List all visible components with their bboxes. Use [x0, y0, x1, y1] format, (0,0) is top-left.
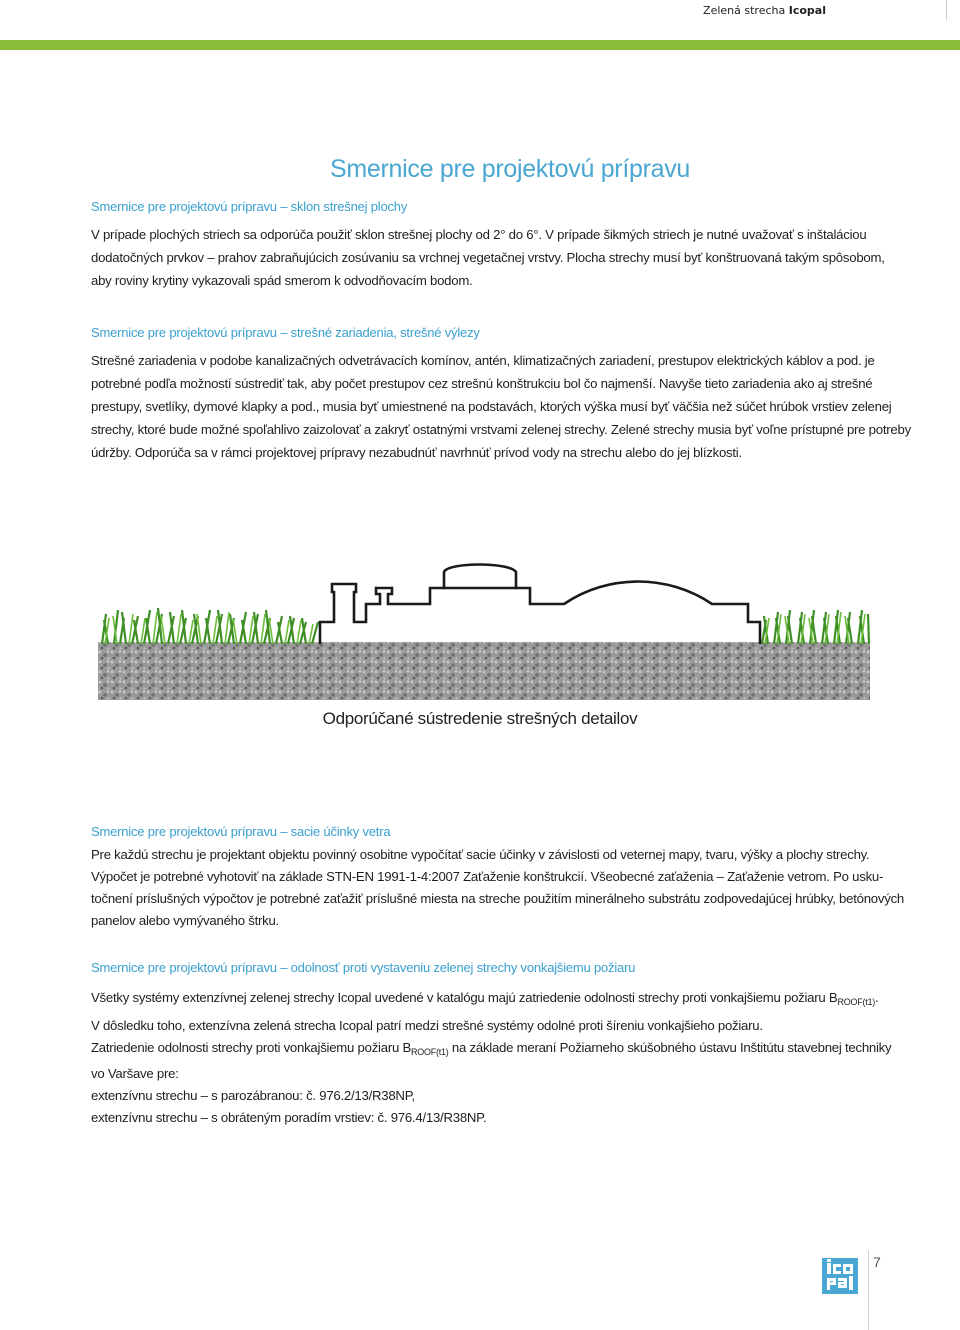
illustration-caption: Odporúčané sústredenie strešných detailov [322, 709, 638, 728]
subscript: ROOF(t1) [837, 997, 875, 1007]
text-line: strechy, ktoré bude možné spoľahlivo zaizolovať a zakryť ostatnými vrstvami zelenej strechy. Zelené strechy musia byť voľne prístupné pre potreby [91, 422, 911, 437]
green-band [0, 40, 960, 50]
running-header [536, 0, 836, 20]
section-heading-roof-equipment: Smernice pre projektovú prípravu – strešné zariadenia, strešné výlezy [91, 325, 480, 340]
subscript: ROOF(t1) [411, 1047, 449, 1057]
text-line: prestupy, svetlíky, dymové klapky a pod., musia byť umiestnené na podstavách, ktorých výška musí byť väčšia než súčet hrúbok vrstiev zelenej [91, 399, 892, 414]
text-line: panelov alebo vymývaného štrku. [91, 913, 279, 928]
text-line: údržby. Odporúča sa v rámci projektovej prípravy nezabudnúť navrhnúť prívod vody na strechu alebo do jej blízkosti. [91, 445, 742, 460]
text-line: Strešné zariadenia v podobe kanalizačných odvetrávacích komínov, antén, klimatizačných zariadení, prestupov elektrických káblov a pod. je [91, 353, 875, 368]
roof-details-illustration [98, 560, 870, 700]
section-heading-wind: Smernice pre projektovú prípravu – sacie účinky vetra [91, 824, 391, 839]
text-line: V prípade plochých striech sa odporúča použiť sklon strešnej plochy od 2° do 6°. V prípade šikmých striech je nutné uvažovať s inštaláciou [91, 227, 867, 242]
text-line [91, 1037, 892, 1063]
text-line: Výpočet je potrebné vyhotoviť na základe STN-EN 1991-1-4:2007 Zaťaženie konštrukcií. Všeobecné zaťaženia – Zaťaženie vetrom. Po usku- [91, 869, 884, 884]
roof-equipment-outline [320, 565, 760, 645]
section-text-fire-classification [91, 986, 879, 1037]
text-fragment: Zatriedenie odolnosti strechy proti vonkajšiemu požiaru B [91, 1040, 412, 1055]
text-line: potrebné podľa možností sústrediť tak, aby počet prestupov cez strešnú konštrukciu bol čo najmenší. Navyše tieto zariadenia ako aj strešné [91, 376, 873, 391]
text-fragment: Všetky systémy extenzívnej zelenej strechy Icopal uvedené v katalógu majú zatriedenie odolnosti strechy proti vonkajšiemu požiaru B [91, 990, 838, 1005]
section-text-fire-tests [91, 1037, 892, 1129]
text-line: točnení príslušných výpočtov je potrebné zaťažiť príslušné miesta na streche použitím minerálneho substrátu zodpovedajúcej hrúbky, betónových [91, 891, 904, 906]
icopal-logo [822, 1258, 858, 1294]
running-brand: Icopal [788, 4, 826, 17]
section-text-wind [91, 844, 904, 932]
text-fragment: . [874, 990, 879, 1005]
text-line: vo Varšave pre: [91, 1066, 179, 1081]
section-text-slope [91, 223, 885, 292]
text-fragment: na základe meraní Požiarneho skúšobného ústavu Inštitútu stavebnej techniky [448, 1040, 892, 1055]
gravel-layer [98, 642, 870, 700]
section-heading-slope: Smernice pre projektovú prípravu – sklon strešnej plochy [91, 199, 408, 214]
section-heading-fire: Smernice pre projektovú prípravu – odolnosť proti vystaveniu zelenej strechy vonkajšiemu požiaru [91, 960, 636, 975]
text-line: aby roviny krytiny vykazovali spád smerom k odvodňovacím bodom. [91, 273, 473, 288]
header-rule [946, 0, 947, 20]
list-item: extenzívnu strechu – s obráteným poradím vrstiev: č. 976.4/13/R38NP. [91, 1110, 487, 1125]
text-line: V dôsledku toho, extenzívna zelená strecha Icopal patrí medzi strešné systémy odolné proti šíreniu vonkajšieho požiaru. [91, 1018, 763, 1033]
page-number: 7 [873, 1254, 881, 1270]
page-title: Smernice pre projektovú prípravu [330, 155, 691, 183]
text-line: Pre každú strechu je projektant objektu povinný osobitne vypočítať sacie účinky v závislosti od veternej mapy, tvaru, výšky a plochy strechy. [91, 847, 870, 862]
text-line: dodatočných prvkov – prahov zabraňujúcich zosúvaniu sa vrchnej vegetačnej vrstvy. Plocha strechy musí byť konštruovaná takým spôsobom, [91, 250, 885, 265]
list-item: extenzívnu strechu – s parozábranou: č. 976.2/13/R38NP, [91, 1088, 415, 1103]
footer-rule [868, 1250, 869, 1330]
section-text-roof-equipment [91, 349, 911, 464]
text-line [91, 986, 879, 1014]
running-title: Zelená strecha [703, 4, 786, 17]
